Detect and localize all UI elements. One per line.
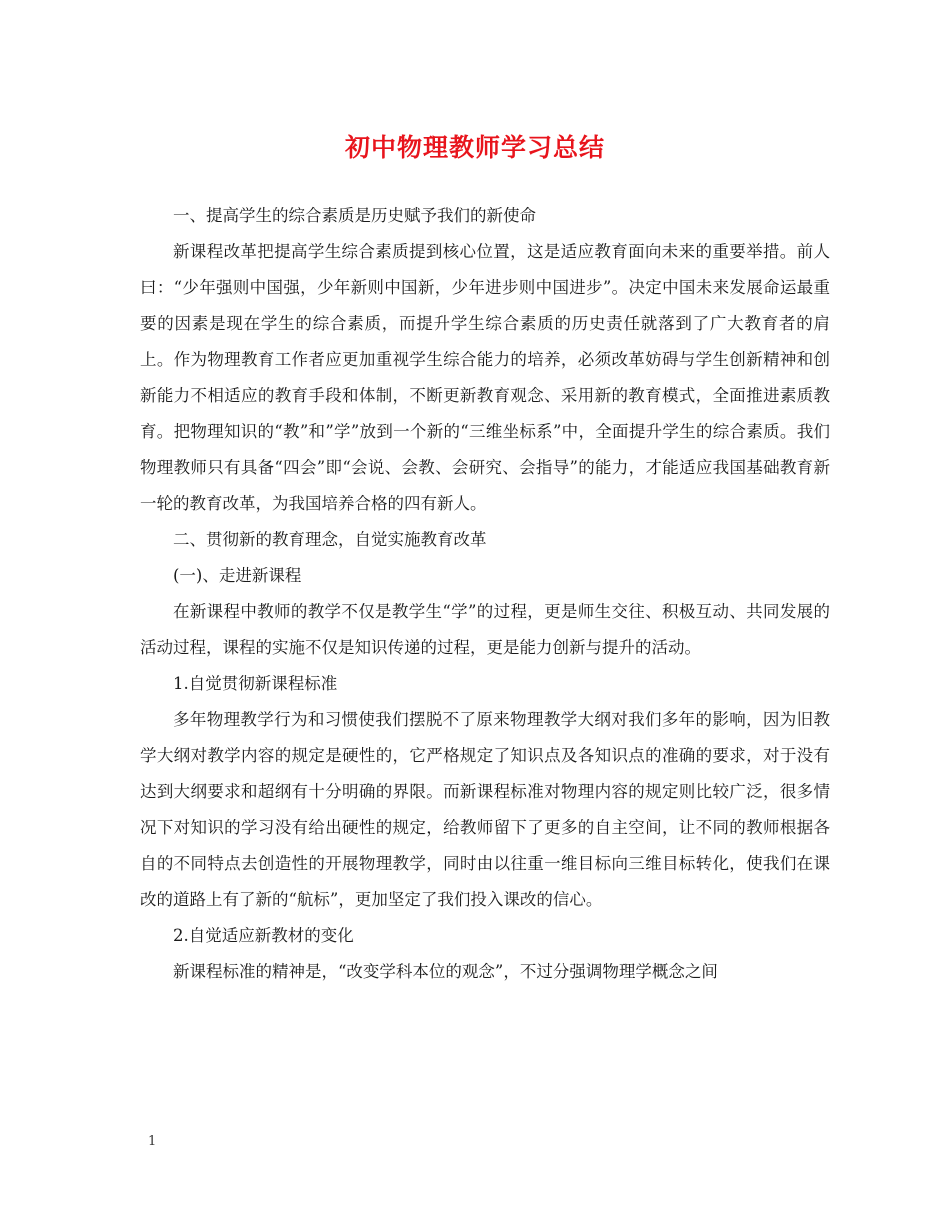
section-heading-2: 二、贯彻新的教育理念，自觉实施教育改革 <box>173 530 487 549</box>
item-heading-1: 1.自觉贯彻新课程标准 <box>173 674 338 693</box>
section-heading-1: 一、提高学生的综合素质是历史赋予我们的新使命 <box>173 206 536 225</box>
body-paragraph: 多年物理教学行为和习惯使我们摆脱不了原来物理教学大纲对我们多年的影响，因为旧教学大纲对教学内容的规定是硬性的，它严格规定了知识点及各知识点的准确的要求，对于没有达到大纲要求和超纲有十分明确的界限。而新课程标准对物理内容的规定则比较广泛，很多情况下对知识的学习没有给出硬性的规定，给教师留下了更多的自主空间，让不同的教师根据各自的不同特点去创造性的开展物理教学，同时由以往重一维目标向三维目标转化，使我们在课改的道路上有了新的“航标”，更加坚定了我们投入课改的信心。 <box>140 710 830 909</box>
page-number: 1 <box>148 1134 157 1149</box>
subsection-heading: (一)、走进新课程 <box>173 566 302 585</box>
document-title: 初中物理教师学习总结 <box>344 133 605 162</box>
body-paragraph: 新课程标准的精神是，“改变学科本位的观念”，不过分强调物理学概念之间 <box>173 962 718 981</box>
body-paragraph: 在新课程中教师的教学不仅是教学生“学”的过程，更是师生交往、积极互动、共同发展的活动过程，课程的实施不仅是知识传递的过程，更是能力创新与提升的活动。 <box>140 602 830 657</box>
item-heading-2: 2.自觉适应新教材的变化 <box>173 926 354 945</box>
body-paragraph: 新课程改革把提高学生综合素质提到核心位置，这是适应教育面向未来的重要举措。前人曰：“少年强则中国强，少年新则中国新，少年进步则中国进步”。决定中国未来发展命运最重要的因素是现在学生的综合素质，而提升学生综合素质的历史责任就落到了广大教育者的肩上。作为物理教育工作者应更加重视学生综合能力的培养，必须改革妨碍与学生创新精神和创新能力不相适应的教育手段和体制，不断更新教育观念、采用新的教育模式，全面推进素质教育。把物理知识的“教”和”学”放到一个新的“三维坐标系”中，全面提升学生的综合素质。我们物理教师只有具备“四会”即“会说、会教、会研究、会指导”的能力，才能适应我国基础教育新一轮的教育改革，为我国培养合格的四有新人。 <box>140 242 830 513</box>
document-body <box>140 198 830 990</box>
